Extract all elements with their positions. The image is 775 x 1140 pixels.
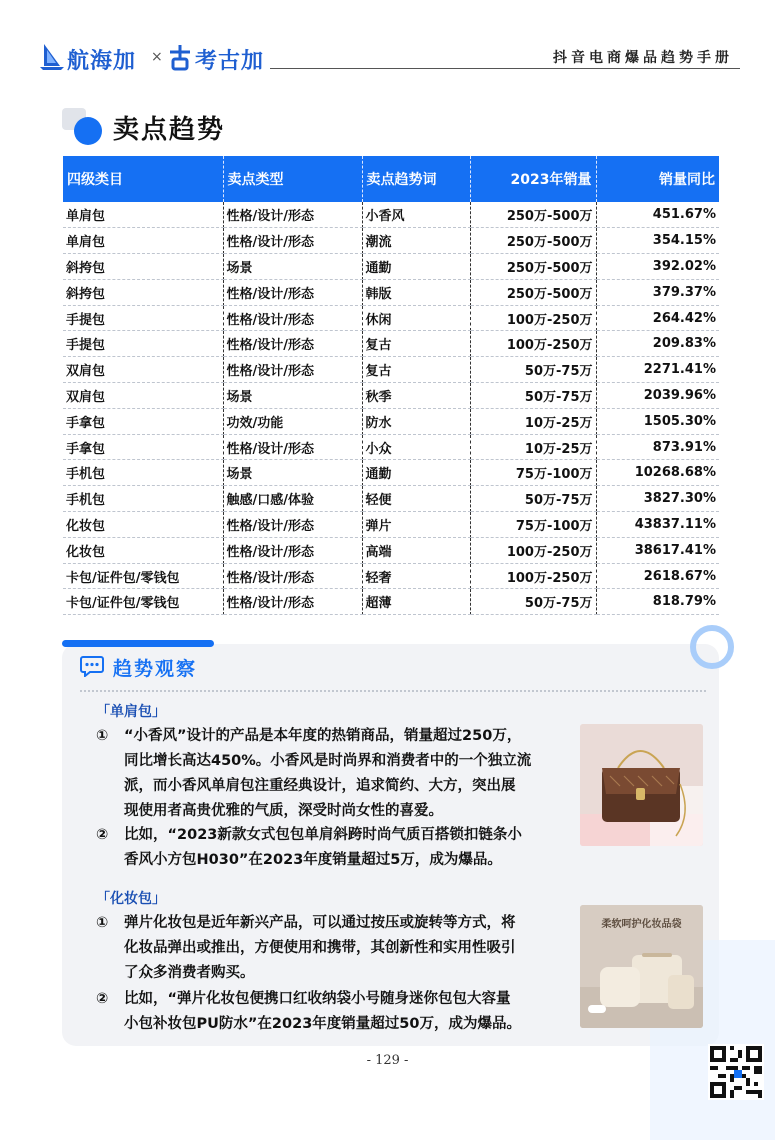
list-marker: ① [96, 728, 109, 744]
cell-type: 性格/设计/形态 [223, 202, 362, 228]
text-line: 比如，“2023新款女式包包单肩斜跨时尚气质百搭锁扣链条小 [124, 827, 522, 843]
cell-keyword: 高端 [362, 537, 470, 563]
handbag-product-photo [580, 724, 703, 846]
cell-yoy: 264.42% [596, 305, 719, 331]
cell-yoy: 2618.67% [596, 563, 719, 589]
cell-type: 场景 [223, 254, 362, 280]
table-row [63, 357, 719, 383]
sail-logo-icon [40, 42, 64, 70]
cell-category: 卡包/证件包/零钱包 [63, 589, 223, 615]
table-row [63, 305, 719, 331]
brand-logo-kaogujia: 考古加 [195, 49, 265, 74]
table-row [63, 254, 719, 280]
text-line: 了众多消费者购买。 [124, 965, 255, 981]
collab-times: × [151, 49, 163, 65]
table-header-row [63, 156, 719, 202]
cell-category: 手拿包 [63, 434, 223, 460]
cell-keyword: 秋季 [362, 383, 470, 409]
cell-keyword: 通勤 [362, 460, 470, 486]
cell-sales: 75万-100万 [470, 460, 596, 486]
cell-category: 手提包 [63, 331, 223, 357]
cell-category: 化妆包 [63, 537, 223, 563]
cell-keyword: 复古 [362, 331, 470, 357]
cell-yoy: 38617.41% [596, 537, 719, 563]
cell-category: 手提包 [63, 305, 223, 331]
dotted-divider [80, 690, 706, 692]
cell-sales: 100万-250万 [470, 331, 596, 357]
text-line: 比如，“弹片化妆包便携口红收纳袋小号随身迷你包包大容量 [124, 991, 511, 1007]
cell-keyword: 潮流 [362, 228, 470, 254]
cell-sales: 100万-250万 [470, 537, 596, 563]
photo-caption: 柔软呵护化妆品袋 [601, 919, 682, 930]
section-deco-dot [74, 117, 102, 145]
table-row [63, 279, 719, 305]
cell-keyword: 防水 [362, 408, 470, 434]
list-item-text [124, 911, 574, 986]
table-row [63, 460, 719, 486]
list-marker: ② [96, 991, 109, 1007]
cell-type: 场景 [223, 460, 362, 486]
col-header-yoy: 销量同比 [659, 172, 715, 188]
cell-sales: 50万-75万 [470, 357, 596, 383]
section-title: 卖点趋势 [113, 115, 226, 145]
cell-yoy: 379.37% [596, 279, 719, 305]
cell-keyword: 轻奢 [362, 563, 470, 589]
cell-type: 场景 [223, 383, 362, 409]
header-divider [270, 68, 740, 69]
table-row [63, 408, 719, 434]
cell-sales: 50万-75万 [470, 486, 596, 512]
cell-type: 性格/设计/形态 [223, 537, 362, 563]
observation-title: 趋势观察 [113, 658, 198, 680]
cell-type: 性格/设计/形态 [223, 512, 362, 538]
text-line: 同比增长高达450%。小香风是时尚界和消费者中的一个独立流 [124, 753, 532, 769]
cell-keyword: 轻便 [362, 486, 470, 512]
table-row [63, 512, 719, 538]
cell-sales: 250万-500万 [470, 202, 596, 228]
cell-category: 斜挎包 [63, 254, 223, 280]
text-line: 派，而小香风单肩包注重经典设计，追求简约、大方，突出展 [124, 778, 516, 794]
cell-type: 性格/设计/形态 [223, 563, 362, 589]
cell-type: 性格/设计/形态 [223, 228, 362, 254]
cell-sales: 10万-25万 [470, 434, 596, 460]
text-line: 香风小方包H030”在2023年度销量超过5万，成为爆品。 [124, 852, 502, 868]
cell-sales: 50万-75万 [470, 383, 596, 409]
col-header-type: 卖点类型 [223, 156, 362, 202]
cell-type: 性格/设计/形态 [223, 434, 362, 460]
text-line: 现使用者高贵优雅的气质，深受时尚女性的喜爱。 [124, 803, 443, 819]
cell-category: 单肩包 [63, 202, 223, 228]
cell-yoy: 1505.30% [596, 408, 719, 434]
kaogujia-logo-icon [168, 43, 192, 71]
cell-yoy: 209.83% [596, 331, 719, 357]
text-line: 化妆品弹出或推出，方便使用和携带，其创新性和实用性吸引 [124, 940, 516, 956]
text-line: 小包补妆包PU防水”在2023年度销量超过50万，成为爆品。 [124, 1016, 521, 1032]
list-item-text [124, 724, 574, 824]
list-item-text [124, 823, 574, 873]
table-row [63, 486, 719, 512]
cell-yoy: 43837.11% [596, 512, 719, 538]
table-row [63, 434, 719, 460]
selling-point-table [63, 156, 719, 615]
chat-bubble-icon [80, 655, 104, 677]
table-row [63, 383, 719, 409]
cell-keyword: 休闲 [362, 305, 470, 331]
cell-keyword: 韩版 [362, 279, 470, 305]
brand-logo-hanghaijia: 航海加 [67, 49, 137, 74]
cell-type: 性格/设计/形态 [223, 331, 362, 357]
cell-category: 双肩包 [63, 357, 223, 383]
table-row [63, 228, 719, 254]
cell-type: 性格/设计/形态 [223, 589, 362, 615]
category-label-cosmetic-bag: 「化妆包」 [96, 891, 166, 907]
qr-code-icon [708, 1044, 764, 1100]
card-accent-bar [62, 640, 214, 647]
cell-keyword: 小香风 [362, 202, 470, 228]
handbook-title: 抖音电商爆品趋势手册 [553, 50, 733, 66]
cell-keyword: 弹片 [362, 512, 470, 538]
cell-category: 化妆包 [63, 512, 223, 538]
cell-type: 性格/设计/形态 [223, 279, 362, 305]
list-marker: ① [96, 915, 109, 931]
table-row [63, 202, 719, 228]
cell-yoy: 354.15% [596, 228, 719, 254]
page-header [0, 0, 775, 80]
table-row [63, 331, 719, 357]
table-row [63, 537, 719, 563]
deco-ring [690, 625, 734, 669]
cell-category: 单肩包 [63, 228, 223, 254]
cell-yoy: 818.79% [596, 589, 719, 615]
cell-type: 触感/口感/体验 [223, 486, 362, 512]
text-line: “小香风”设计的产品是本年度的热销商品，销量超过250万， [124, 728, 522, 744]
cell-sales: 250万-500万 [470, 254, 596, 280]
cell-category: 双肩包 [63, 383, 223, 409]
cell-sales: 250万-500万 [470, 279, 596, 305]
cell-sales: 10万-25万 [470, 408, 596, 434]
cell-type: 性格/设计/形态 [223, 305, 362, 331]
page-number: - 129 - [366, 1053, 409, 1068]
list-marker: ② [96, 827, 109, 843]
cell-yoy: 451.67% [596, 202, 719, 228]
cell-sales: 100万-250万 [470, 563, 596, 589]
cell-yoy: 873.91% [596, 434, 719, 460]
cell-sales: 50万-75万 [470, 589, 596, 615]
cell-yoy: 392.02% [596, 254, 719, 280]
cell-category: 手机包 [63, 486, 223, 512]
cell-category: 卡包/证件包/零钱包 [63, 563, 223, 589]
cell-type: 功效/功能 [223, 408, 362, 434]
cell-keyword: 超薄 [362, 589, 470, 615]
cell-yoy: 3827.30% [596, 486, 719, 512]
col-header-category: 四级类目 [63, 156, 223, 202]
cell-category: 斜挎包 [63, 279, 223, 305]
cell-yoy: 10268.68% [596, 460, 719, 486]
cell-category: 手拿包 [63, 408, 223, 434]
col-header-keyword: 卖点趋势词 [362, 156, 470, 202]
text-line: 弹片化妆包是近年新兴产品，可以通过按压或旋转等方式，将 [124, 915, 516, 931]
cell-sales: 100万-250万 [470, 305, 596, 331]
cell-keyword: 小众 [362, 434, 470, 460]
cell-keyword: 通勤 [362, 254, 470, 280]
col-header-sales: 2023年销量 [470, 156, 596, 202]
cell-yoy: 2271.41% [596, 357, 719, 383]
table-row [63, 563, 719, 589]
category-label-shoulder-bag: 「单肩包」 [96, 704, 166, 720]
cell-category: 手机包 [63, 460, 223, 486]
list-item-text [124, 987, 574, 1037]
cosmetic-bag-product-photo [580, 905, 703, 1028]
cell-type: 性格/设计/形态 [223, 357, 362, 383]
cell-sales: 75万-100万 [470, 512, 596, 538]
cell-yoy: 2039.96% [596, 383, 719, 409]
cell-keyword: 复古 [362, 357, 470, 383]
cell-sales: 250万-500万 [470, 228, 596, 254]
table-row [63, 589, 719, 615]
